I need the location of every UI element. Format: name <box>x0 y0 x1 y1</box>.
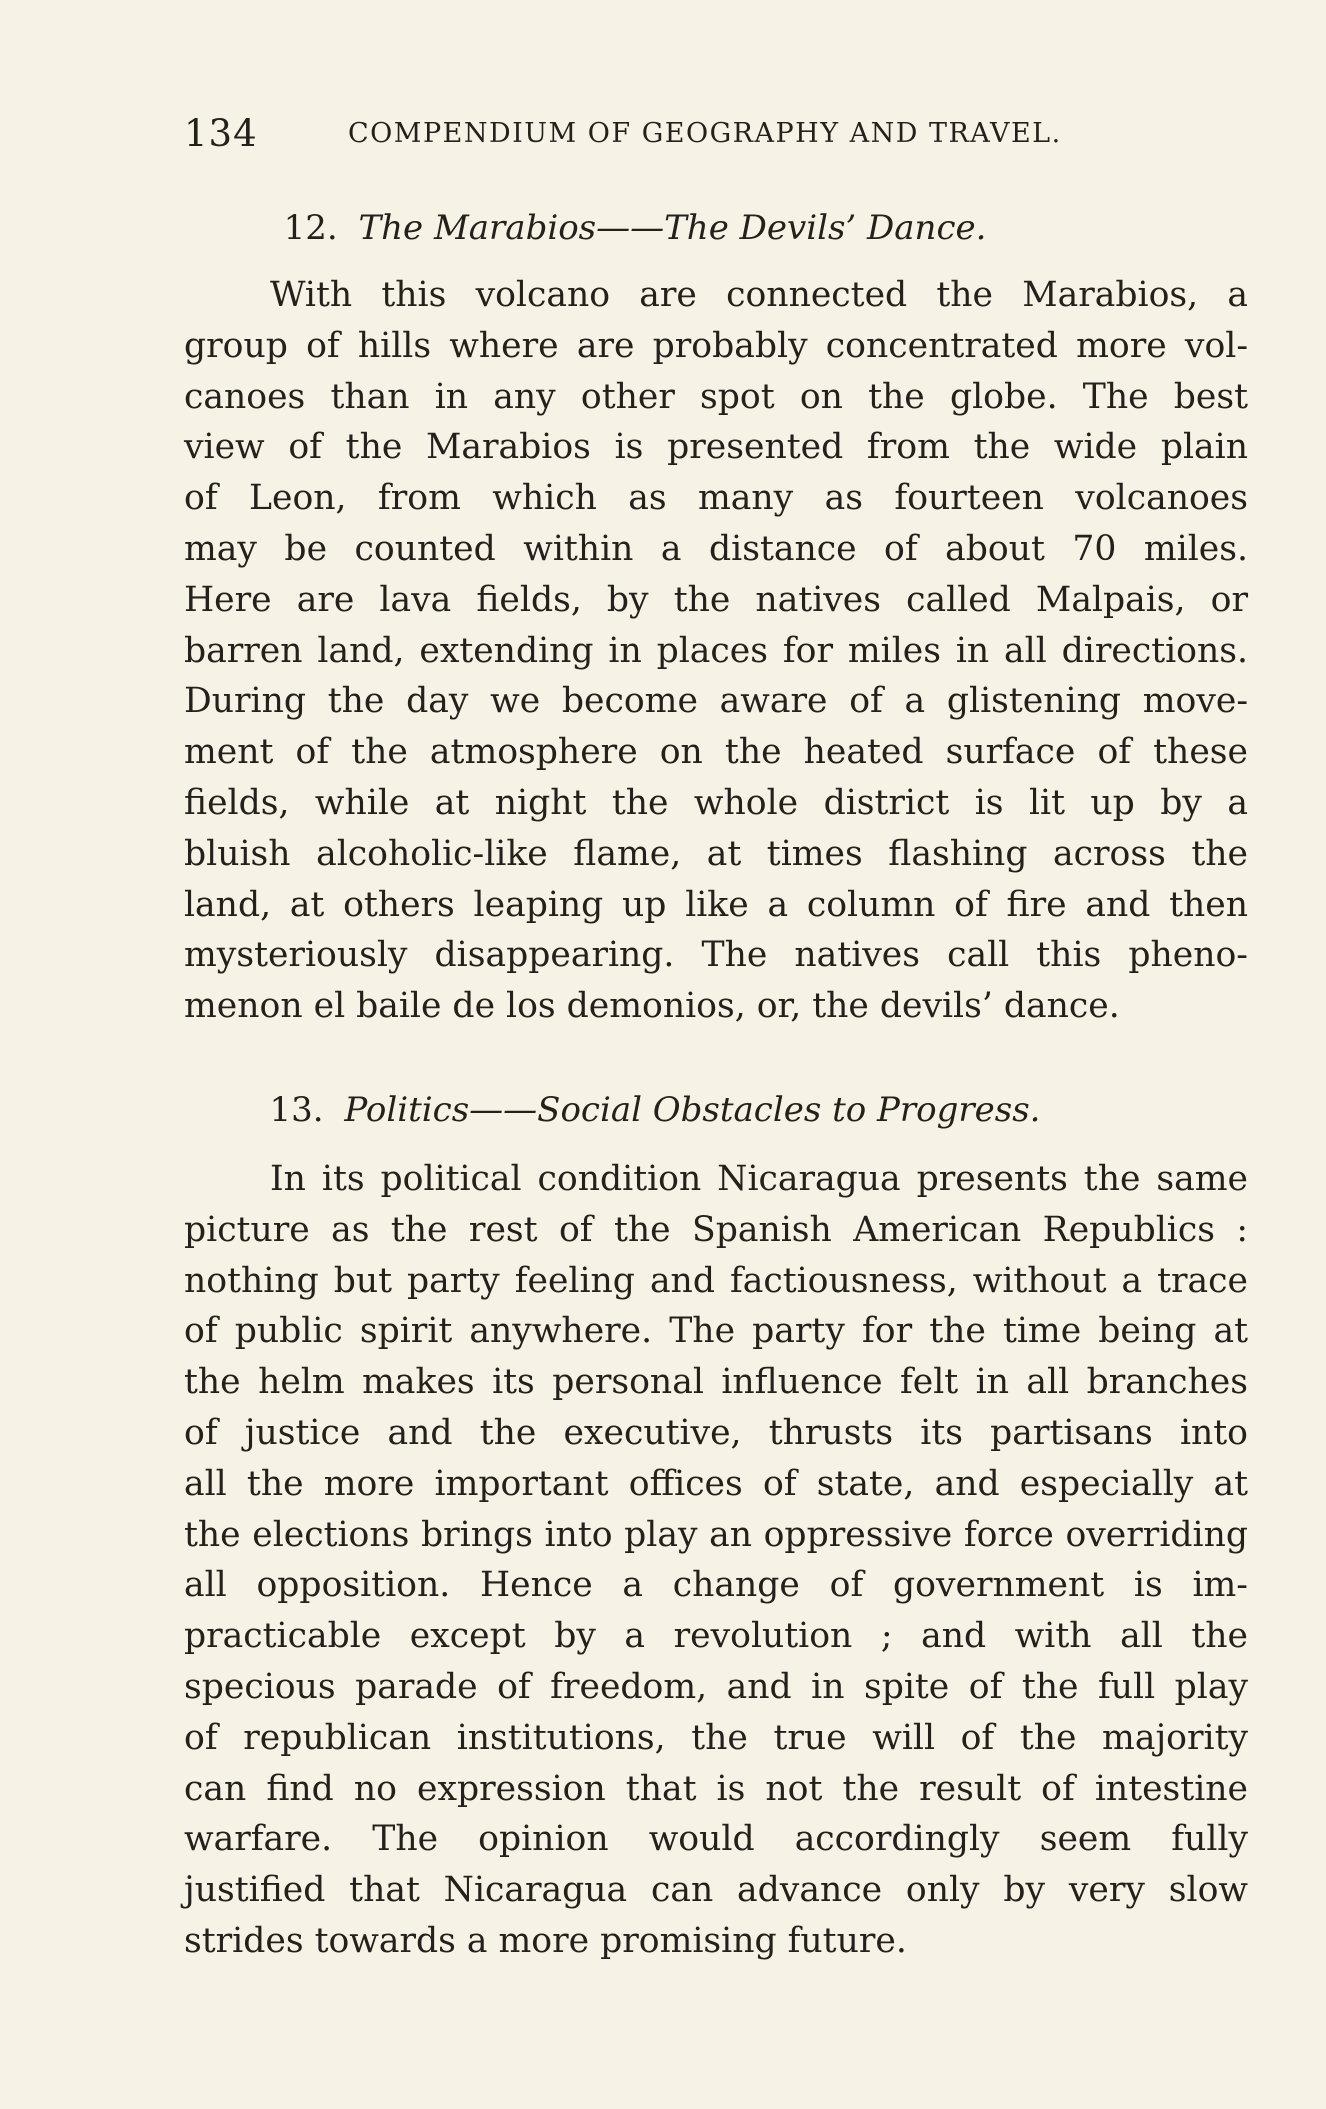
text-line: ment of the atmosphere on the heated surface of these <box>184 732 1248 773</box>
text-line: barren land, extending in places for miles in all directions. <box>184 630 1248 671</box>
section-title: Politics——Social Obstacles to Progress. <box>344 1090 1041 1130</box>
text-line: land, at others leaping up like a column of fire and then <box>184 884 1248 925</box>
text-line: view of the Marabios is presented from the wide plain <box>184 427 1248 468</box>
section-number: 12. <box>283 208 338 248</box>
text-line: the helm makes its personal influence felt in all branches <box>184 1362 1248 1403</box>
text-line: strides towards a more promising future. <box>184 1920 907 1961</box>
paragraph-marabios <box>184 270 1248 1032</box>
text-line: With this volcano are connected the Marabios, a <box>270 275 1248 315</box>
section-heading-13 <box>0 1090 1326 1130</box>
text-line: justified that Nicaragua can advance only by very slow <box>184 1870 1248 1911</box>
text-line: In its political condition Nicaragua presents the same <box>270 1159 1248 1199</box>
section-number: 13. <box>269 1090 324 1130</box>
text-line: of Leon, from which as many as fourteen volcanoes <box>184 478 1248 519</box>
text-line: can find no expression that is not the result of intestine <box>184 1768 1248 1809</box>
text-line: fields, while at night the whole district is lit up by a <box>184 782 1248 823</box>
text-line: picture as the rest of the Spanish American Republics : <box>184 1209 1248 1250</box>
text-line: bluish alcoholic-like flame, at times flashing across the <box>184 833 1248 874</box>
running-head <box>184 112 1084 162</box>
text-line: group of hills where are probably concentrated more vol- <box>184 325 1248 366</box>
paragraph-politics <box>184 1154 1248 1967</box>
text-line: of justice and the executive, thrusts its partisans into <box>184 1412 1248 1453</box>
text-line: mysteriously disappearing. The natives call this pheno- <box>184 935 1248 976</box>
text-line: of public spirit anywhere. The party for the time being at <box>184 1311 1248 1352</box>
text-line: canoes than in any other spot on the globe. The best <box>184 376 1248 417</box>
text-line: During the day we become aware of a glistening move- <box>184 681 1248 722</box>
text-line: Here are lava fields, by the natives called Malpais, or <box>184 579 1248 620</box>
text-line: menon el baile de los demonios, or, the devils’ dance. <box>184 986 1120 1027</box>
text-line: of republican institutions, the true will of the majority <box>184 1717 1248 1758</box>
text-line: practicable except by a revolution ; and with all the <box>184 1616 1248 1657</box>
text-line: nothing but party feeling and factiousness, without a trace <box>184 1260 1248 1301</box>
text-line: all the more important offices of state, and especially at <box>184 1463 1248 1504</box>
page-number: 134 <box>184 112 258 155</box>
text-line: the elections brings into play an oppressive force overriding <box>184 1514 1248 1555</box>
text-line: warfare. The opinion would accordingly seem fully <box>184 1819 1248 1860</box>
section-title: The Marabios——The Devils’ Dance. <box>358 208 987 248</box>
text-line: all opposition. Hence a change of government is im- <box>184 1565 1248 1606</box>
text-line: specious parade of freedom, and in spite of the full play <box>184 1666 1248 1707</box>
text-line: may be counted within a distance of about 70 miles. <box>184 528 1248 569</box>
running-title: COMPENDIUM OF GEOGRAPHY AND TRAVEL. <box>348 118 1062 149</box>
section-heading-12 <box>0 208 1326 248</box>
